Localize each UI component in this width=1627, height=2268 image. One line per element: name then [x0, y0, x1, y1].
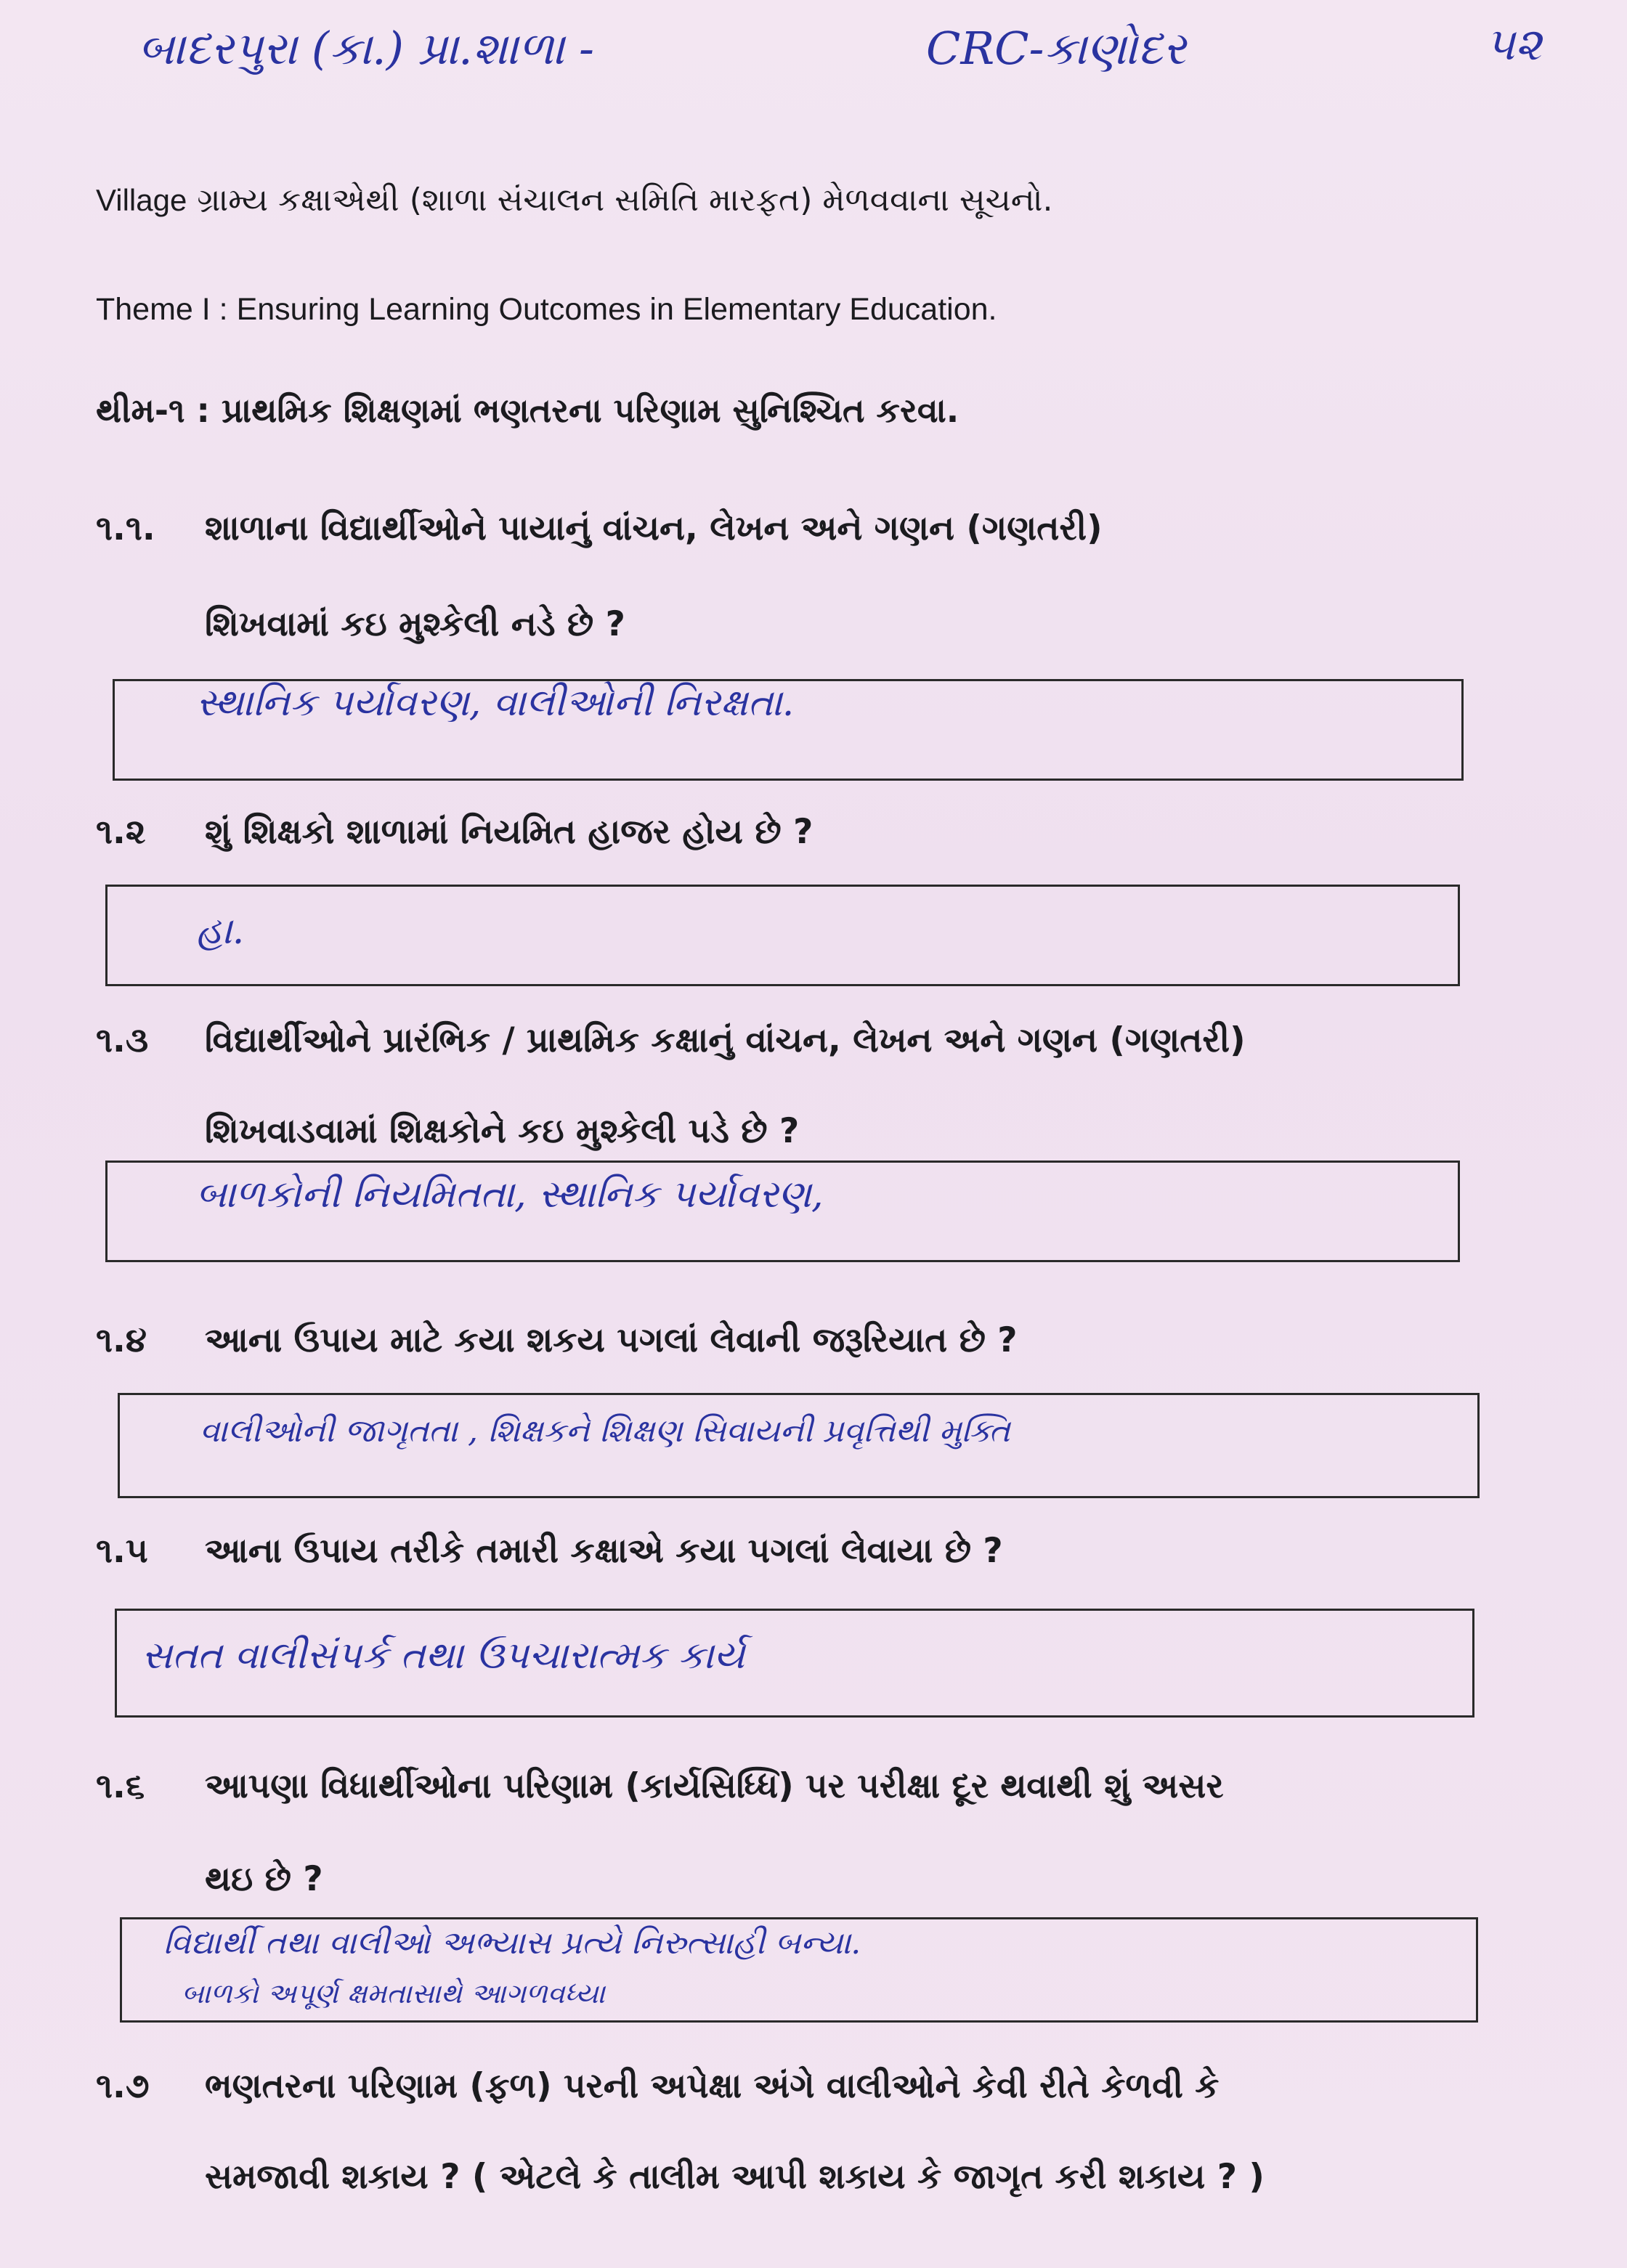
question-1-6 — [96, 1766, 1224, 1807]
theme-english-heading: Theme I : Ensuring Learning Outcomes in Elementary Education. — [96, 292, 997, 327]
question-text: વિદ્યાર્થીઓને પ્રારંભિક / પ્રાથમિક કક્ષાનું વાંચન, લેખન અને ગણન (ગણતરી) — [205, 1020, 1246, 1060]
answer-1-4: વાલીઓની જાગૃતતા , શિક્ષકને શિક્ષણ સિવાયની પ્રવૃત્તિથી મુક્તિ — [200, 1413, 1010, 1450]
question-number: ૧.૩ — [96, 1020, 149, 1060]
answer-1-5: સતત વાલીસંપર્ક તથા ઉપચારાત્મક કાર્ય — [142, 1634, 745, 1678]
header-page-number: ૫૨ — [1485, 17, 1542, 70]
question-1-2 — [96, 812, 813, 853]
answer-1-3: બાળકોની નિયમિતતા, સ્થાનિક પર્યાવરણ, — [196, 1173, 824, 1216]
question-1-5 — [96, 1531, 1003, 1572]
question-1-1 — [96, 508, 1103, 549]
question-number: ૧.૭ — [96, 2066, 150, 2106]
answer-1-6-line1: વિદ્યાર્થી તથા વાલીઓ અભ્યાસ પ્રત્યે નિરુત્સાહી બન્યા. — [163, 1924, 861, 1962]
question-number: ૧.૫ — [96, 1531, 148, 1571]
question-1-3 — [96, 1020, 1246, 1061]
header-school-name: બાદરપુરા (કા.) પ્રા.શાળા - — [138, 22, 594, 75]
question-number: ૧.૧. — [96, 508, 155, 548]
question-1-6-continued: થઇ છે ? — [205, 1859, 323, 1899]
question-text: શું શિક્ષકો શાળામાં નિયમિત હાજર હોય છે ? — [205, 812, 814, 852]
answer-1-2: હા. — [196, 909, 245, 953]
question-number: ૧.૨ — [96, 812, 146, 852]
bleed-through-text — [1235, 261, 1244, 295]
question-text: આના ઉપાય માટે કયા શકય પગલાં લેવાની જરૂરિયાત છે ? — [205, 1320, 1018, 1360]
question-number: ૧.૪ — [96, 1320, 147, 1360]
answer-box-1-2 — [105, 885, 1460, 986]
question-text: આપણા વિધાર્થીઓના પરિણામ (કાર્યસિધ્ધિ) પર પરીક્ષા દૂર થવાથી શું અસર — [205, 1766, 1224, 1806]
answer-1-6-line2: બાળકો અપૂર્ણ ક્ષમતાસાથે આગળવધ્યા — [182, 1978, 605, 2009]
answer-1-1: સ્થાનિક પર્યાવરણ, વાલીઓની નિરક્ષતા. — [196, 681, 795, 725]
question-text: શાળાના વિદ્યાર્થીઓને પાયાનું વાંચન, લેખન અને ગણન (ગણતરી) — [205, 508, 1103, 548]
village-word: Village — [96, 183, 187, 217]
question-text: ભણતરના પરિણામ (ફળ) પરની અપેક્ષા અંગે વાલીઓને કેવી રીતે કેળવી કે — [205, 2066, 1220, 2106]
village-instructions-line — [96, 182, 1053, 219]
question-1-7-continued: સમજાવી શકાય ? ( એટલે કે તાલીમ આપી શકાય કે જાગૃત કરી શકાય ? ) — [205, 2157, 1265, 2197]
question-1-4 — [96, 1320, 1018, 1361]
header-crc-name: CRC-કાણોદર — [926, 22, 1186, 75]
question-1-7 — [96, 2066, 1220, 2107]
village-instructions-text: ગ્રામ્ય કક્ષાએથી (શાળા સંચાલન સમિતિ મારફત) મેળવવાના સૂચનો. — [197, 182, 1053, 219]
question-number: ૧.૬ — [96, 1766, 145, 1806]
question-1-3-continued: શિખવાડવામાં શિક્ષકોને કઇ મુશ્કેલી પડે છે ? — [205, 1111, 800, 1151]
question-1-1-continued: શિખવામાં કઇ મુશ્કેલી નડે છે ? — [205, 604, 625, 644]
question-text: આના ઉપાય તરીકે તમારી કક્ષાએ કયા પગલાં લેવાયા છે ? — [205, 1531, 1003, 1571]
theme-gujarati-heading: થીમ-૧ : પ્રાથમિક શિક્ષણમાં ભણતરના પરિણામ સુનિશ્ચિત કરવા. — [96, 391, 959, 430]
